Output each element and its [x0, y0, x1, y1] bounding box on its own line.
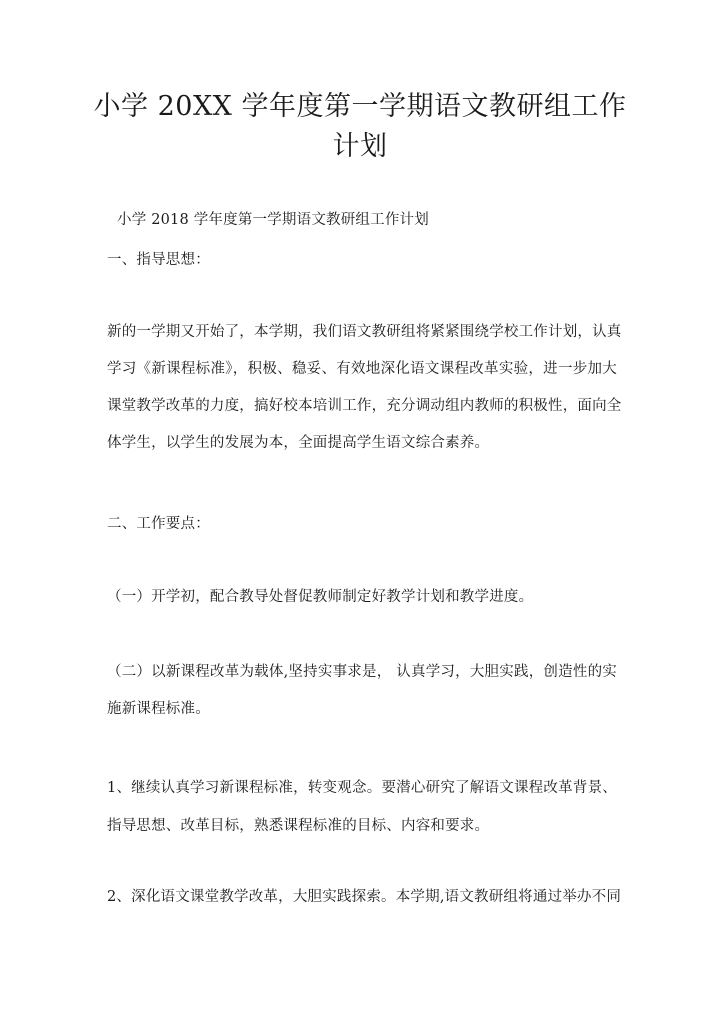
work-point-1: （一）开学初，配合教导处督促教师制定好教学计划和教学进度。	[107, 589, 534, 605]
item-2-line: 2、深化语文课堂教学改革，大胆实践探索。本学期,语文教研组将通过举办不同	[107, 889, 622, 905]
item-1-line: 1、继续认真学习新课程标准，转变观念。要潜心研究了解语文课程改革背景、	[107, 780, 617, 796]
paragraph-line: 学习《新课程标准》，积极、稳妥、有效地深化语文课程改革实验，进一步加大	[107, 361, 617, 377]
work-point-2-line: （二）以新课程改革为载体,坚持实事求是， 认真学习，大胆实践，创造性的实	[107, 664, 617, 680]
item-1-line: 指导思想、改革目标，熟悉课程标准的目标、内容和要求。	[107, 818, 490, 834]
document-subtitle: 小学 2018 学年度第一学期语文教研组工作计划	[117, 212, 429, 228]
paragraph-line: 新的一学期又开始了，本学期，我们语文教研组将紧紧围绕学校工作计划，认真	[107, 324, 622, 340]
section-heading-work-points: 二、工作要点：	[107, 516, 210, 532]
document-title-line-1: 小学 20XX 学年度第一学期语文教研组工作	[93, 91, 627, 122]
paragraph-line: 课堂教学改革的力度，搞好校本培训工作，充分调动组内教师的积极性，面向全	[107, 398, 622, 414]
document-title-line-2: 计划	[332, 131, 388, 162]
work-point-2-line: 施新课程标准。	[107, 701, 210, 717]
section-heading-guiding-ideology: 一、指导思想：	[107, 252, 210, 268]
paragraph-line: 体学生，以学生的发展为本，全面提高学生语文综合素养。	[107, 435, 490, 451]
